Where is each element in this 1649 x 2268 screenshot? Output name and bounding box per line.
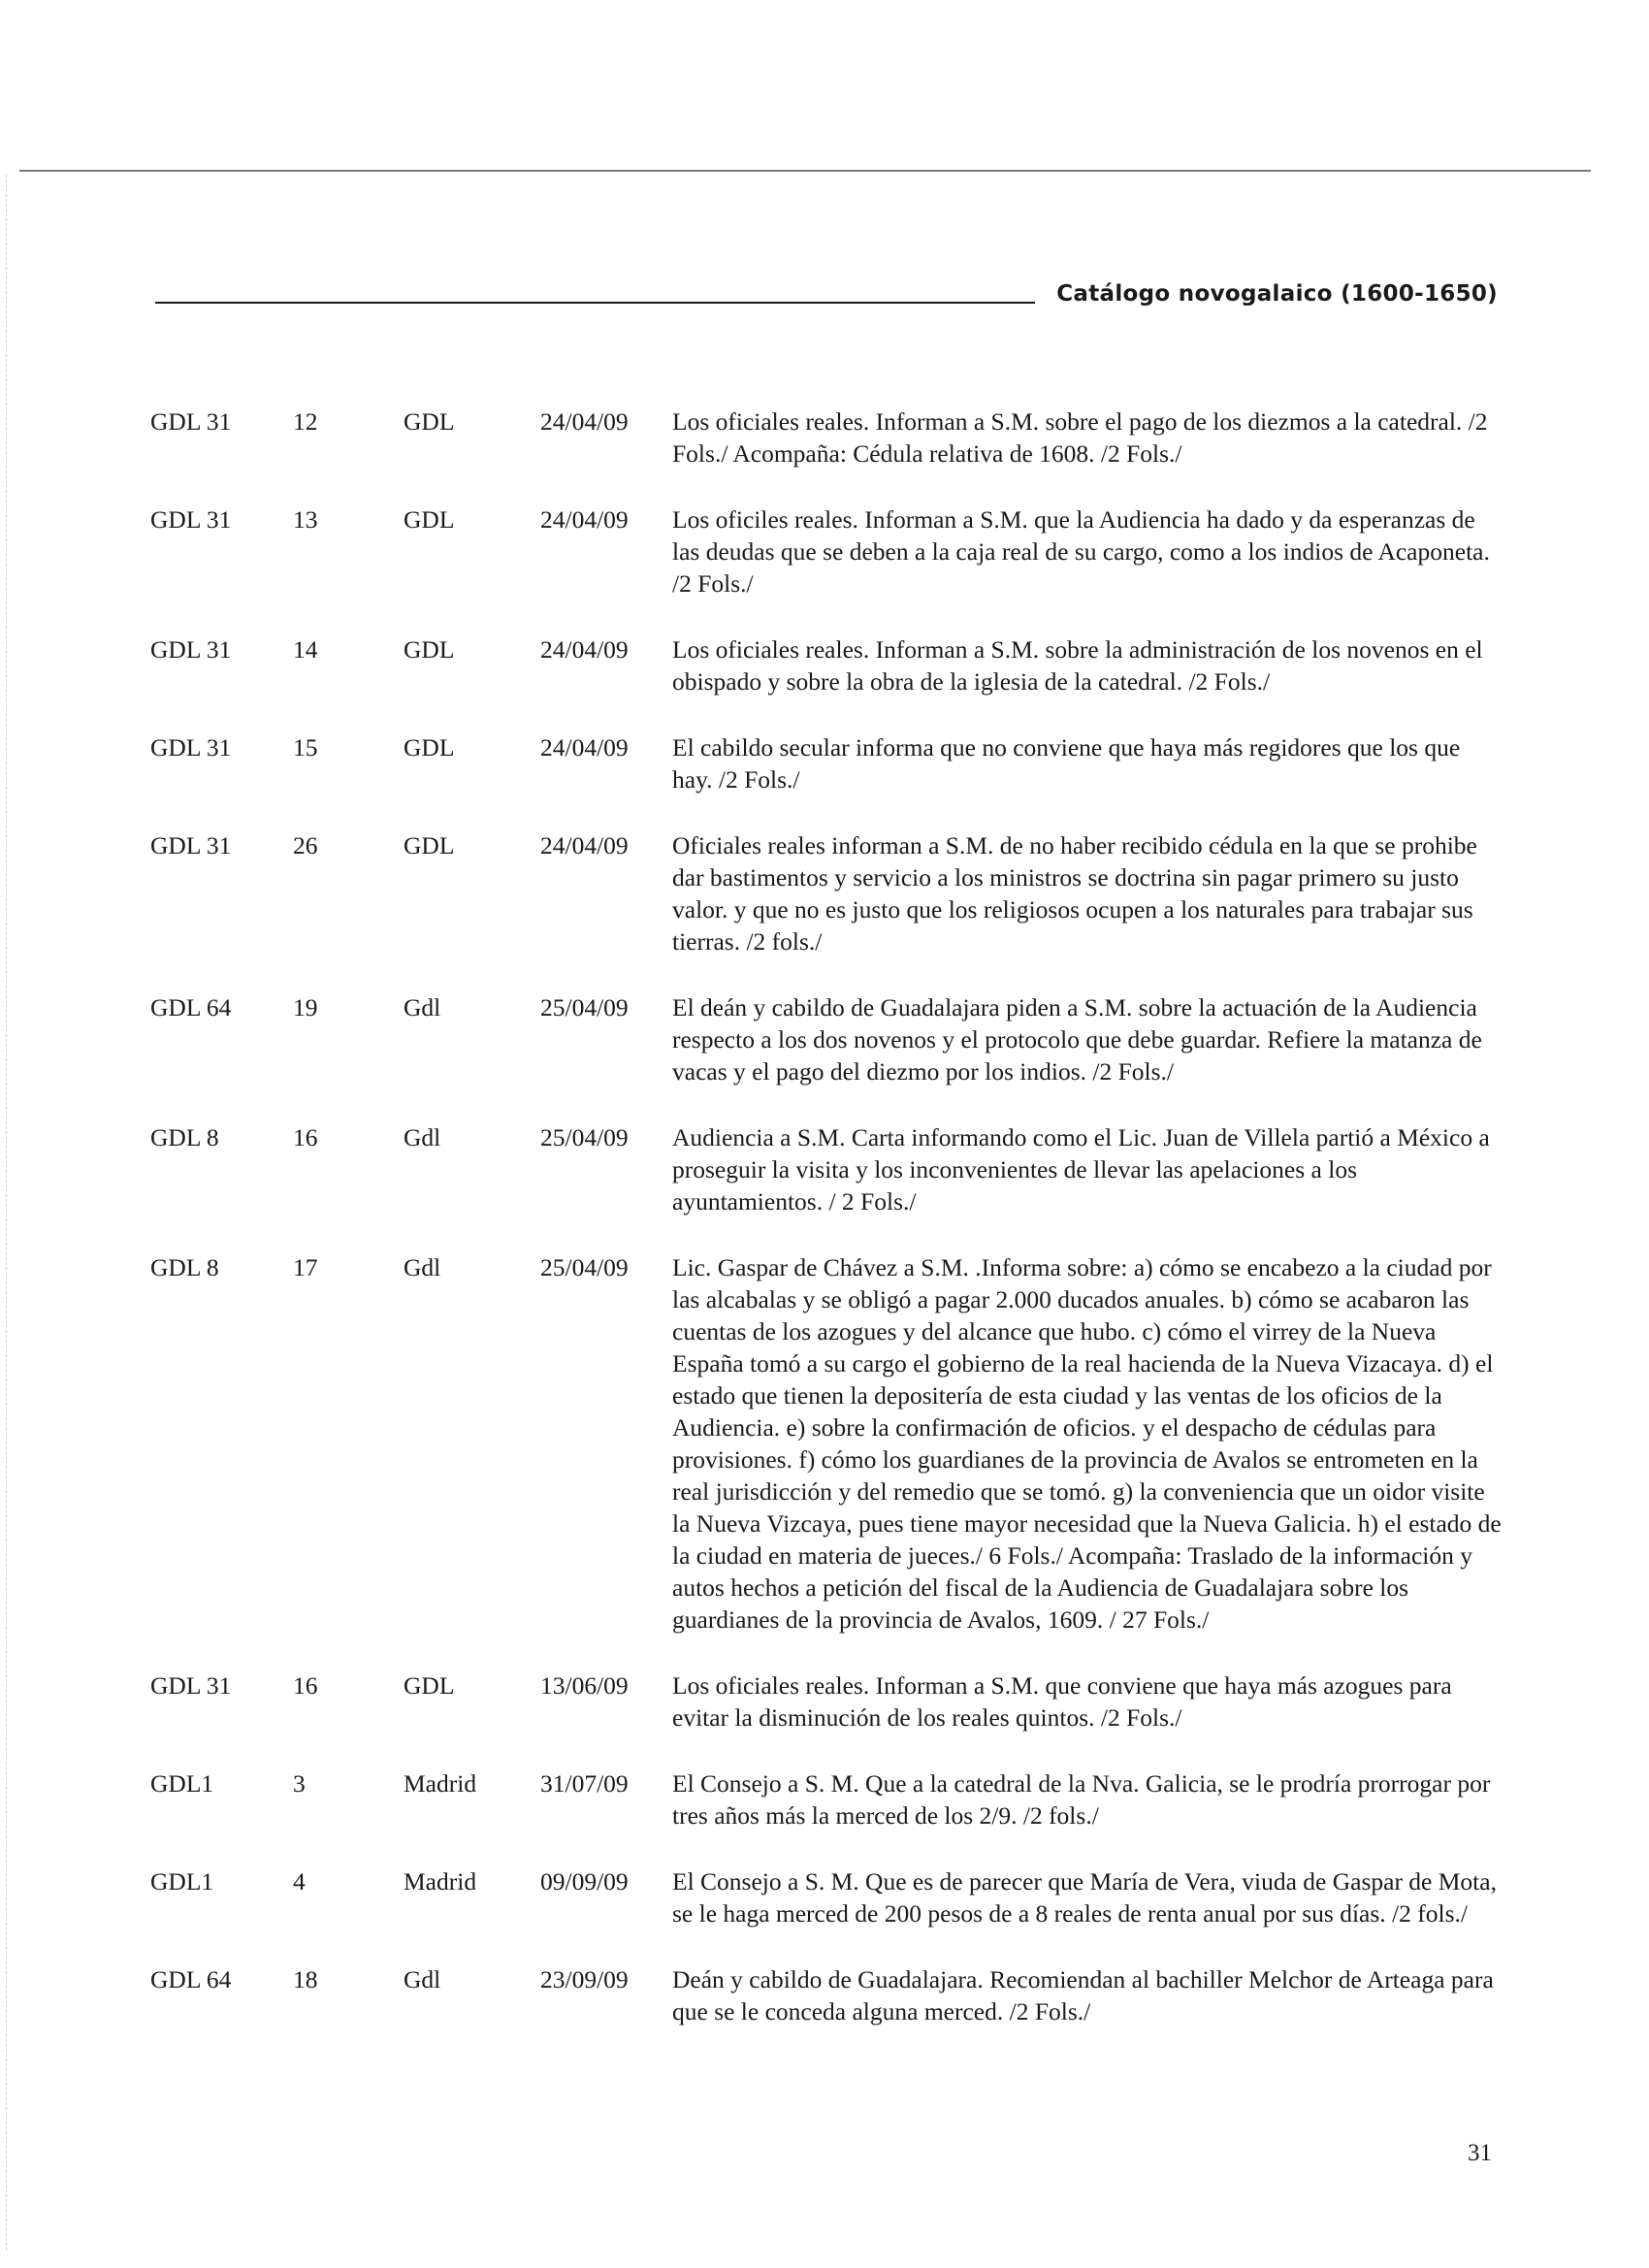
entry-reference: GDL 64: [150, 993, 232, 1021]
entry-number: 12: [293, 407, 318, 436]
entry-reference: GDL 31: [150, 831, 232, 859]
entry-date: 13/06/09: [540, 1671, 629, 1700]
entry-description: Deán y cabildo de Guadalajara. Recomiendan al bachiller Melchor de Arteaga para que se le conceda alguna merced. /2 Fols./: [672, 1965, 1494, 2025]
catalog-entry: [150, 1767, 1504, 1831]
entry-place: Madrid: [404, 1769, 477, 1798]
scan-top-rule: [19, 170, 1591, 172]
entry-description: Los oficiales reales. Informan a S.M. que conviene que haya más azogues para evitar la disminución de los reales quintos. /2 Fols./: [672, 1671, 1452, 1732]
entry-date: 25/04/09: [540, 993, 629, 1021]
catalog-entry: [150, 1963, 1504, 2027]
entry-reference: GDL 64: [150, 1965, 232, 1993]
entry-number: 26: [293, 831, 318, 859]
entry-date: 24/04/09: [540, 831, 629, 859]
entry-date: 25/04/09: [540, 1253, 629, 1281]
entry-place: Gdl: [404, 993, 441, 1021]
entry-place: GDL: [404, 635, 455, 664]
entry-description: Los oficiles reales. Informan a S.M. que la Audiencia ha dado y da esperanzas de las deudas que se deben a la caja real de su cargo, como a los indios de Acaponeta. /2 Fols./: [672, 505, 1490, 598]
entry-description: El cabildo secular informa que no conviene que haya más regidores que los que hay. /2 Fols./: [672, 733, 1461, 794]
entry-date: 25/04/09: [540, 1123, 629, 1151]
header-rule: [155, 302, 1035, 304]
entry-description: El deán y cabildo de Guadalajara piden a S.M. sobre la actuación de la Audiencia respecto a los dos novenos y el protocolo que debe guardar. Refiere la matanza de vacas y el pago del diezmo por los indios. /2 Fols./: [672, 993, 1482, 1085]
entry-date: 24/04/09: [540, 505, 629, 534]
catalog-entry: [150, 1669, 1504, 1733]
catalog-entry: [150, 991, 1504, 1087]
catalog-entries: [150, 405, 1504, 2027]
entry-place: Gdl: [404, 1965, 441, 1993]
entry-date: 31/07/09: [540, 1769, 629, 1798]
entry-number: 18: [293, 1965, 318, 1993]
catalog-entry: [150, 1121, 1504, 1217]
entry-date: 24/04/09: [540, 635, 629, 664]
entry-description: Audiencia a S.M. Carta informando como el Lic. Juan de Villela partió a México a proseguir la visita y los inconvenientes de llevar las apelaciones a los ayuntamientos. / 2 Fols./: [672, 1123, 1490, 1215]
entry-place: Gdl: [404, 1253, 441, 1281]
catalog-entry: [150, 829, 1504, 957]
catalog-entry: [150, 1865, 1504, 1929]
entry-number: 16: [293, 1123, 318, 1151]
entry-number: 3: [293, 1769, 306, 1798]
catalog-entry: [150, 633, 1504, 697]
entry-reference: GDL1: [150, 1769, 214, 1798]
entry-place: GDL: [404, 831, 455, 859]
entry-place: GDL: [404, 1671, 455, 1700]
running-head: Catálogo novogalaico (1600-1650): [1056, 281, 1498, 307]
entry-number: 19: [293, 993, 318, 1021]
entry-date: 23/09/09: [540, 1965, 629, 1993]
entry-reference: GDL 8: [150, 1253, 219, 1281]
entry-description: Los oficiales reales. Informan a S.M. sobre el pago de los diezmos a la catedral. /2 Fols./ Acompaña: Cédula relativa de 1608. /2 Fols./: [672, 407, 1488, 468]
entry-description: El Consejo a S. M. Que a la catedral de la Nva. Galicia, se le prodría prorrogar por tres años más la merced de los 2/9. /2 fols./: [672, 1769, 1491, 1830]
entry-reference: GDL 31: [150, 733, 232, 761]
entry-date: 24/04/09: [540, 733, 629, 761]
entry-description: Los oficiales reales. Informan a S.M. sobre la administración de los novenos en el obispado y sobre la obra de la iglesia de la catedral. /2 Fols./: [672, 635, 1483, 696]
page-number: 31: [1468, 2140, 1492, 2166]
scan-left-edge: [6, 175, 7, 2251]
entry-date: 09/09/09: [540, 1867, 629, 1895]
entry-number: 14: [293, 635, 318, 664]
catalog-entry: [150, 405, 1504, 470]
entry-place: GDL: [404, 407, 455, 436]
entry-place: Madrid: [404, 1867, 477, 1895]
entry-place: Gdl: [404, 1123, 441, 1151]
entry-description: Oficiales reales informan a S.M. de no haber recibido cédula en la que se prohibe dar bastimentos y servicio a los ministros se doctrina sin pagar primero su justo valor. y que no es justo que los religiosos ocupen a los naturales para trabajar sus tierras. /2 fols./: [672, 831, 1477, 956]
entry-reference: GDL1: [150, 1867, 214, 1895]
entry-number: 4: [293, 1867, 306, 1895]
entry-place: GDL: [404, 733, 455, 761]
entry-reference: GDL 31: [150, 407, 232, 436]
entry-place: GDL: [404, 505, 455, 534]
entry-reference: GDL 8: [150, 1123, 219, 1151]
entry-description: Lic. Gaspar de Chávez a S.M. .Informa sobre: a) cómo se encabezo a la ciudad por las alcabalas y se obligó a pagar 2.000 ducados anuales. b) cómo se acabaron las cuentas de los azogues y del alcance que hubo. c) cómo el virrey de la Nueva España tomó a su cargo el gobierno de la real hacienda de la Nueva Vizacaya. d) el estado que tienen la depositería de esta ciudad y las ventas de los oficios de la Audiencia. e) sobre la confirmación de oficios. y el despacho de cédulas para provisiones. f) cómo los guardianes de la provincia de Avalos se entrometen en la real jurisdicción y del remedio que se tomó. g) la conveniencia que un oidor visite la Nueva Vizcaya, pues tiene mayor necesidad que la Nueva Galicia. h) el estado de la ciudad en materia de jueces./ 6 Fols./ Acompaña: Traslado de la información y autos hechos a petición del fiscal de la Audiencia de Guadalajara sobre los guardianes de la provincia de Avalos, 1609. / 27 Fols./: [672, 1253, 1502, 1634]
entry-description: El Consejo a S. M. Que es de parecer que María de Vera, viuda de Gaspar de Mota, se le haga merced de 200 pesos de a 8 reales de renta anual por sus días. /2 fols./: [672, 1867, 1497, 1928]
catalog-entry: [150, 1251, 1504, 1636]
entry-number: 13: [293, 505, 318, 534]
catalog-entry: [150, 503, 1504, 599]
entry-number: 17: [293, 1253, 318, 1281]
entry-number: 15: [293, 733, 318, 761]
entry-reference: GDL 31: [150, 635, 232, 664]
entry-date: 24/04/09: [540, 407, 629, 436]
entry-number: 16: [293, 1671, 318, 1700]
entry-reference: GDL 31: [150, 505, 232, 534]
catalog-entry: [150, 731, 1504, 795]
entry-reference: GDL 31: [150, 1671, 232, 1700]
